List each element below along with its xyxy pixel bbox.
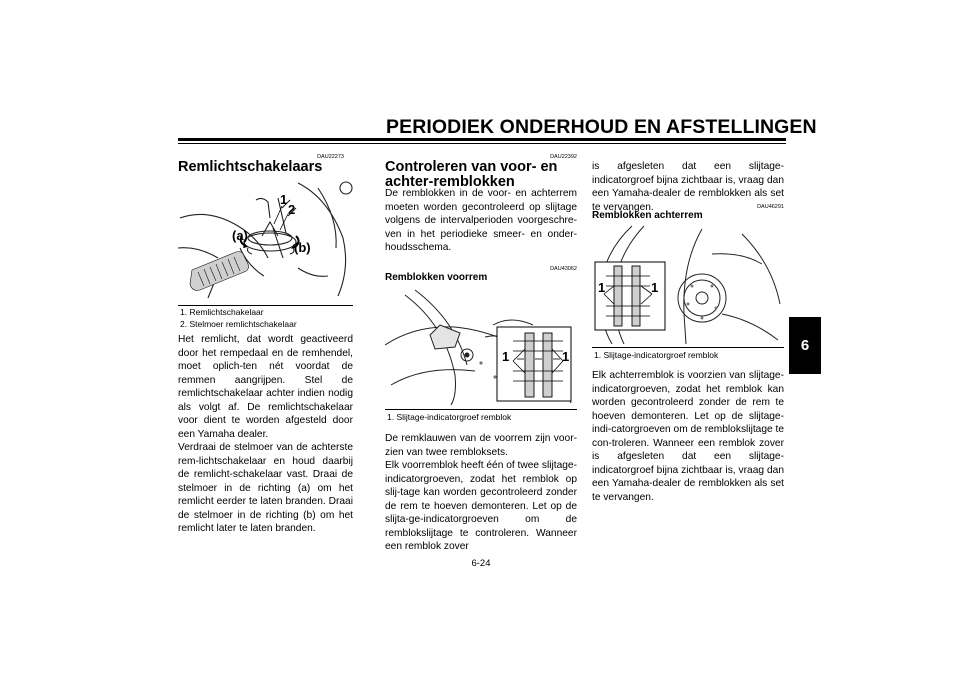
callout-1-left: 1: [598, 280, 606, 295]
section-code: DAU22273: [317, 154, 344, 160]
figure-caption-1: 1. Remlichtschakelaar: [180, 307, 264, 317]
page-number: 6-24: [471, 558, 491, 569]
col3-continuation: is afgesleten dat een slijtage-indicatorgroef bijna zichtbaar is, vraag dan een Yamaha-dealer de remblokken als set te vervangen.: [592, 161, 784, 213]
figure-caption: 1. Slijtage-indicatorgroef remblok: [594, 350, 719, 360]
front-brake-figure: [385, 285, 577, 407]
col1-paragraph-2: Verdraai de stelmoer van de achterste rem-lichtschakelaar en houd daarbij de remlicht-schakelaar vast. Draai de stelmoer in de richting (a) om het remlicht eerder te laten branden. Draai de stelmoer in de richting (b) om het remlicht later te laten branden.: [178, 442, 353, 534]
figure-divider: [385, 409, 577, 410]
header-rule-thick: [178, 138, 786, 141]
callout-2: 2: [288, 202, 296, 217]
page-header-title: PERIODIEK ONDERHOUD EN AFSTELLINGEN: [386, 116, 817, 138]
col1-body: [178, 333, 353, 536]
col2-paragraph-2: Elk voorremblok heeft één of twee slijtage-indicatorgroeven, zodat het remblok op slij-tage kan worden gecontroleerd zonder de rem te hoeven demonteren. Let op de slijta-ge-indicatorgroeven om de remblokslijtage te controleren. Wanneer een remblok zover: [385, 460, 577, 552]
front-brake-illustration: [385, 285, 577, 407]
col2-paragraph-1: De remklauwen van de voorrem zijn voor-zien van twee rembloksets.: [385, 433, 577, 458]
col2-intro: De remblokken in de voor- en achterrem moeten worden gecontroleerd op slijtage volgens de intervalperioden voorgeschre-ven in het periodieke smeer- en onder-houdsschema.: [385, 188, 577, 253]
section-code: DAU22392: [550, 154, 577, 160]
subheading-front-brake-pads: Remblokken voorrem: [385, 272, 488, 283]
callout-1-right: 1: [562, 349, 570, 364]
brake-light-switch-illustration: [178, 178, 353, 302]
col1-paragraph-1: Het remlicht, dat wordt geactiveerd door het rempedaal en de remhendel, moet oplich-ten nét voordat de remmen aangrijpen. Stel de remlichtschakelaar achter indien nodig als volgt af. De remlichtschakelaar voor dient te worden afgesteld door een Yamaha dealer.: [178, 334, 353, 440]
figure-divider: [592, 347, 784, 348]
rear-brake-figure: [592, 224, 784, 346]
header-rule-thin: [178, 143, 786, 144]
subsection-code: DAU43062: [550, 266, 577, 272]
callout-direction-a: (a): [232, 228, 248, 243]
callout-1-left: 1: [502, 349, 510, 364]
callout-direction-b: (b): [294, 240, 311, 255]
rear-brake-illustration: [592, 224, 784, 346]
col3-paragraph: Elk achterremblok is voorzien van slijtage-indicatorgroeven, zodat het remblok kan worden gecontroleerd zonder de rem te hoeven demonteren. Let op de slijtage-indi-catorgroeven om de remblokslijtage te con-troleren. Wanneer een remblok zover is afgesleten dat een slijtage-indicatorgroef bijna zichtbaar is, vraag dan een Yamaha-dealer de remblokken als set te vervangen.: [592, 370, 784, 503]
brake-light-switch-figure: [178, 178, 353, 302]
col2-body: [385, 432, 577, 554]
section-heading-brake-pads: Controleren van voor- en achter-remblokken: [385, 159, 558, 190]
chapter-tab: 6: [789, 317, 821, 374]
figure-caption: 1. Slijtage-indicatorgroef remblok: [387, 412, 512, 422]
subsection-code: DAU46291: [757, 204, 784, 210]
figure-caption-2: 2. Stelmoer remlichtschakelaar: [180, 319, 297, 329]
callout-1: 1: [280, 192, 288, 207]
figure-divider: [178, 305, 353, 306]
subheading-rear-brake-pads: Remblokken achterrem: [592, 210, 703, 221]
callout-1-right: 1: [651, 280, 659, 295]
section-heading-brake-light-switches: Remlichtschakelaars: [178, 159, 323, 175]
